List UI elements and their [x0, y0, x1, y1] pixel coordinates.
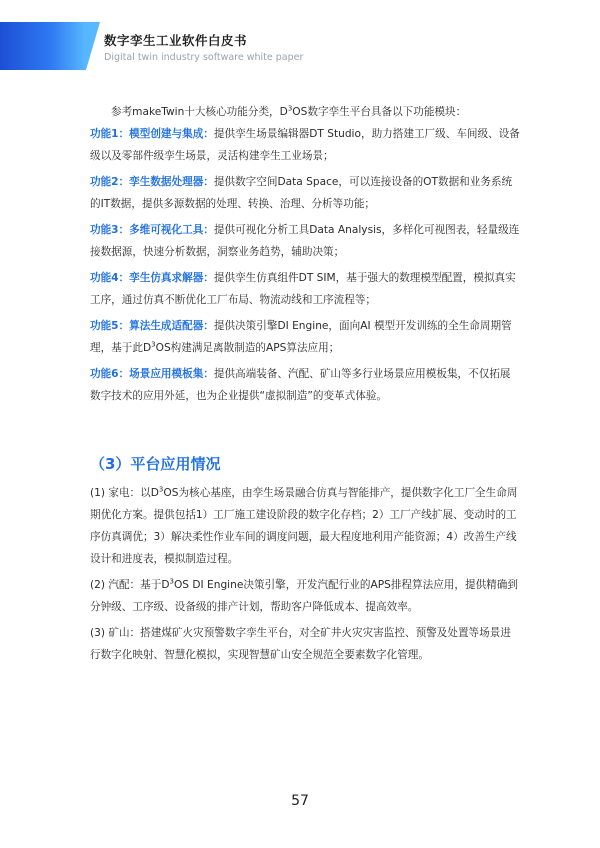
feature-text: 提供孪生仿真组件DT SIM，基于强大的数理模型配置，模拟真实工序，通过仿真不断优化工厂布局、物流动线和工序流程等； — [90, 272, 516, 306]
section-heading: （3）平台应用情况 — [90, 455, 221, 473]
intro-superscript: 3 — [287, 104, 293, 113]
application-item — [90, 574, 520, 618]
feature-label: 功能1：模型创建与集成： — [90, 128, 214, 140]
feature-item — [90, 315, 520, 359]
application-text: OS DI Engine决策引擎，开发汽配行业的APS排程算法应用，提供精确到分钟级、工序级、设备级的排产计划，帮助客户降低成本、提高效率。 — [90, 579, 518, 613]
feature-item — [90, 363, 520, 407]
intro-text-1: 参考makeTwin十大核心功能分类，D — [111, 106, 288, 118]
feature-item — [90, 123, 520, 167]
feature-text: 提供可视化分析工具Data Analysis，多样化可视图表，轻量级连接数据源，快速分析数据，洞察业务趋势，辅助决策； — [90, 224, 520, 258]
application-lead: (1) 家电：以D — [90, 487, 159, 499]
application-item — [90, 622, 520, 666]
feature-label: 功能2：孪生数据处理器： — [90, 176, 214, 188]
feature-item — [90, 171, 520, 215]
feature-label: 功能4：孪生仿真求解器： — [90, 272, 214, 284]
feature-item — [90, 267, 520, 311]
feature-text-continued: OS构建满足离散制造的APS算法应用； — [155, 342, 340, 354]
feature-text: 提供高端装备、汽配、矿山等多行业场景应用模板集，不仅拓展数字技术的应用外延，也为企业提供“虚拟制造”的变革式体验。 — [90, 368, 511, 402]
intro-paragraph — [90, 101, 520, 123]
application-item — [90, 482, 520, 570]
intro-text-2: OS数字孪生平台具备以下功能模块： — [292, 106, 467, 118]
header-title: 数字孪生工业软件白皮书 — [104, 33, 248, 48]
application-text: OS为核心基座，由孪生场景融合仿真与智能排产，提供数字化工厂全生命周期优化方案。提供包括1）工厂施工建设阶段的数字化存档；2）工厂产线扩展、变动时的工序仿真调优；3）解决柔性作业车间的调度问题，最大程度地利用产能资源；4）改善生产线设计和进度表，模拟制造过程。 — [90, 487, 518, 565]
feature-text: 提供数字空间Data Space，可以连接设备的OT数据和业务系统的IT数据，提供多源数据的处理、转换、治理、分析等功能； — [90, 176, 513, 210]
feature-text: 提供决策引擎DI Engine，面向AI 模型开发训练的全生命周期管理，基于此D — [90, 320, 512, 354]
feature-superscript: 3 — [151, 340, 156, 349]
feature-section — [90, 101, 520, 411]
header-accent-bar — [0, 22, 86, 70]
application-superscript: 3 — [158, 485, 164, 494]
applications-section — [90, 482, 520, 670]
header-subtitle: Digital twin industry software white paper — [104, 52, 304, 63]
feature-item — [90, 219, 520, 263]
application-lead: (2) 汽配：基于D — [90, 579, 170, 591]
application-lead: (3) 矿山：搭建煤矿火灾预警数字孪生平台，对全矿井火灾灾害监控、预警及处置等场景进行数字化映射、智慧化模拟，实现智慧矿山安全规范全要素数字化管理。 — [90, 627, 511, 661]
feature-label: 功能5：算法生成适配器： — [90, 320, 214, 332]
feature-label: 功能3：多维可视化工具： — [90, 224, 214, 236]
application-superscript: 3 — [169, 577, 174, 586]
page-number: 57 — [291, 793, 309, 809]
feature-label: 功能6：场景应用模板集： — [90, 368, 214, 380]
feature-text: 提供孪生场景编辑器DT Studio，助力搭建工厂级、车间级、设备级以及零部件级孪生场景，灵活构建孪生工业场景； — [90, 128, 520, 162]
